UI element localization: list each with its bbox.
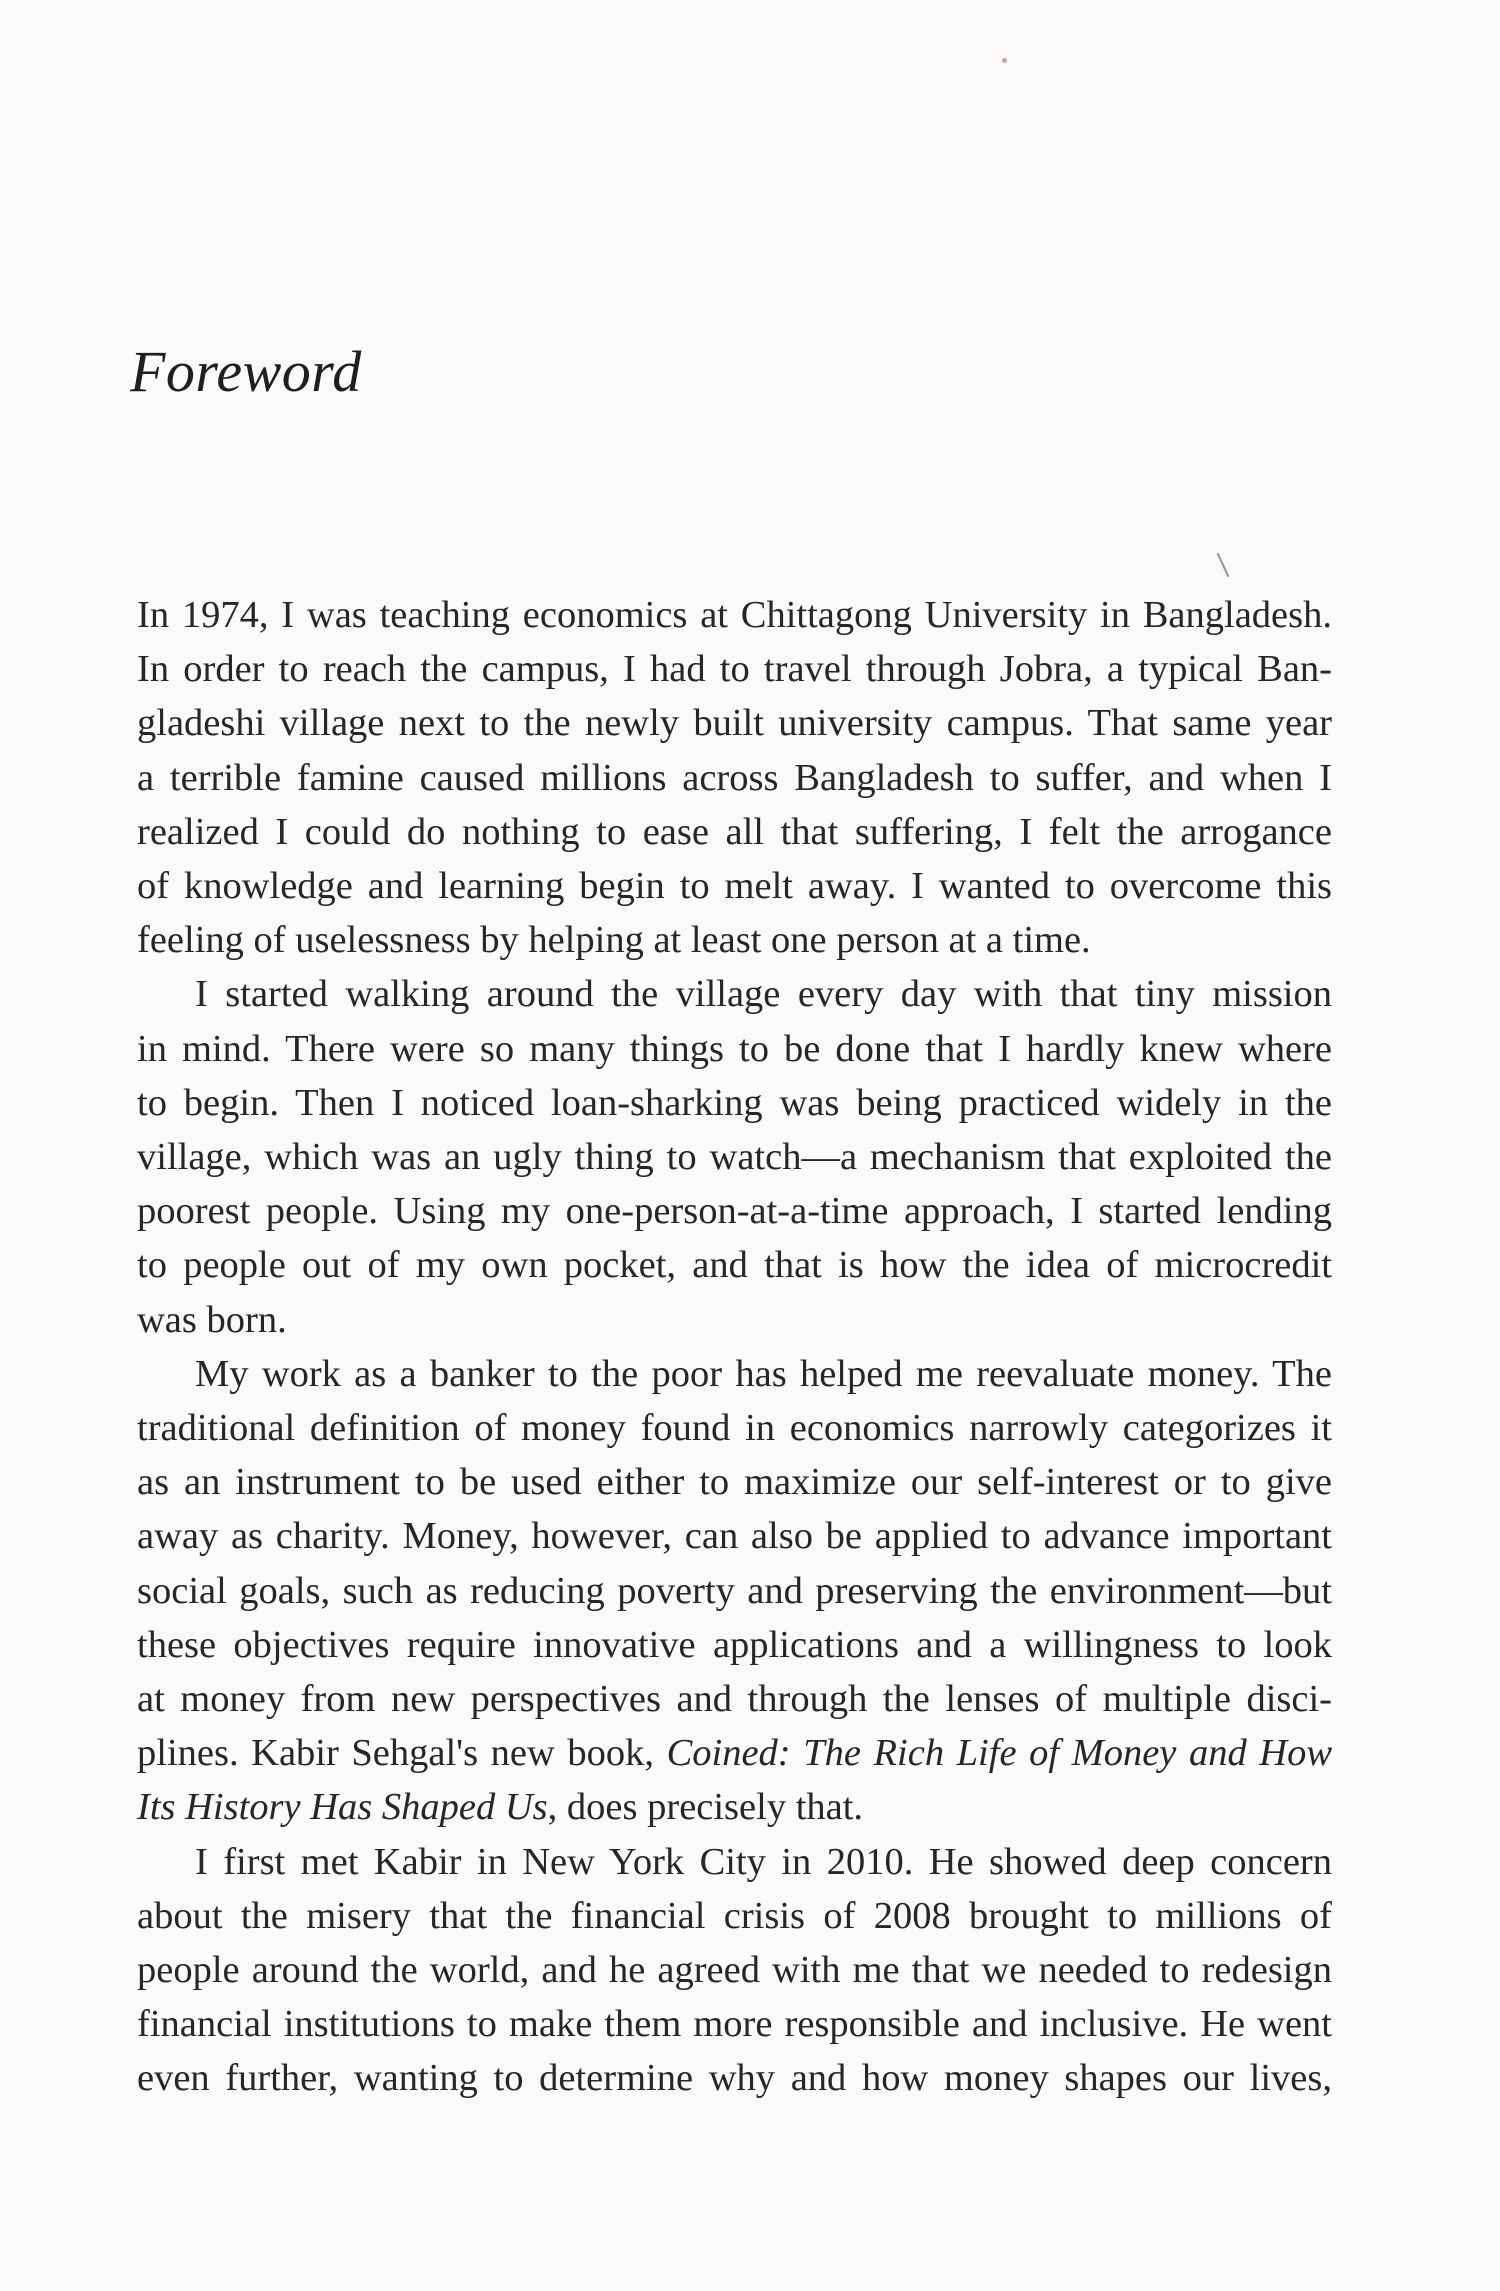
text-line [137, 1780, 1332, 1834]
text-line: financial institutions to make them more responsible and inclusive. He went [137, 2003, 1332, 2046]
ink-speck [1002, 58, 1007, 63]
paragraph-3 [137, 1347, 1332, 1835]
text-line: away as charity. Money, however, can also be applied to advance important [137, 1515, 1332, 1558]
text-line: in mind. There were so many things to be done that I hardly knew where [137, 1027, 1332, 1070]
text-line: people around the world, and he agreed with me that we needed to redesign [137, 1949, 1332, 1992]
text-line: was born. [137, 1298, 287, 1341]
text-line: feeling of uselessness by helping at least one person at a time. [137, 919, 1091, 962]
body-text [137, 588, 1332, 2106]
text-fragment: plines. Kabir Sehgal's new book, [137, 1732, 667, 1775]
text-line: village, which was an ugly thing to watch—a mechanism that exploited the [137, 1136, 1332, 1179]
text-line: In 1974, I was teaching economics at Chittagong University in Bangladesh. [137, 594, 1332, 636]
book-title: Its History Has Shaped Us [137, 1786, 548, 1829]
text-line: at money from new perspectives and through the lenses of multiple disci- [137, 1678, 1332, 1721]
book-title: Coined: The Rich Life of Money and How [666, 1732, 1333, 1775]
text-line: I started walking around the village every day with that tiny mission [195, 973, 1332, 1016]
paragraph-4 [137, 1835, 1332, 2106]
text-line: In order to reach the campus, I had to travel through Jobra, a typical Ban- [137, 648, 1332, 691]
paragraph-1 [137, 588, 1332, 967]
text-line: poorest people. Using my one-person-at-a-time approach, I started lending [137, 1190, 1332, 1233]
text-line: about the misery that the financial crisis of 2008 brought to millions of [137, 1894, 1332, 1937]
text-line: even further, wanting to determine why and how money shapes our lives, [137, 2057, 1332, 2100]
pencil-mark [1217, 553, 1230, 577]
text-fragment: , does precisely that. [547, 1786, 864, 1829]
text-line: to begin. Then I noticed loan-sharking was being practiced widely in the [137, 1081, 1332, 1124]
text-line: social goals, such as reducing poverty and preserving the environment—but [137, 1569, 1332, 1612]
text-line [137, 1726, 1332, 1780]
text-line: My work as a banker to the poor has helped me reevaluate money. The [195, 1352, 1332, 1395]
text-line: gladeshi village next to the newly built university campus. That same year [137, 702, 1332, 745]
text-line: I first met Kabir in New York City in 2010. He showed deep concern [195, 1840, 1332, 1883]
text-line: a terrible famine caused millions across Bangladesh to suffer, and when I [137, 756, 1332, 799]
text-line: as an instrument to be used either to maximize our self-interest or to give [137, 1461, 1332, 1504]
text-line: realized I could do nothing to ease all that suffering, I felt the arrogance [137, 810, 1332, 853]
text-line: of knowledge and learning begin to melt away. I wanted to overcome this [137, 865, 1332, 908]
text-line: to people out of my own pocket, and that is how the idea of microcredit [137, 1244, 1332, 1287]
paragraph-2 [137, 967, 1332, 1346]
text-line: these objectives require innovative applications and a willingness to look [137, 1623, 1332, 1666]
text-line: traditional definition of money found in economics narrowly categorizes it [137, 1407, 1332, 1450]
chapter-title: Foreword [130, 339, 362, 404]
